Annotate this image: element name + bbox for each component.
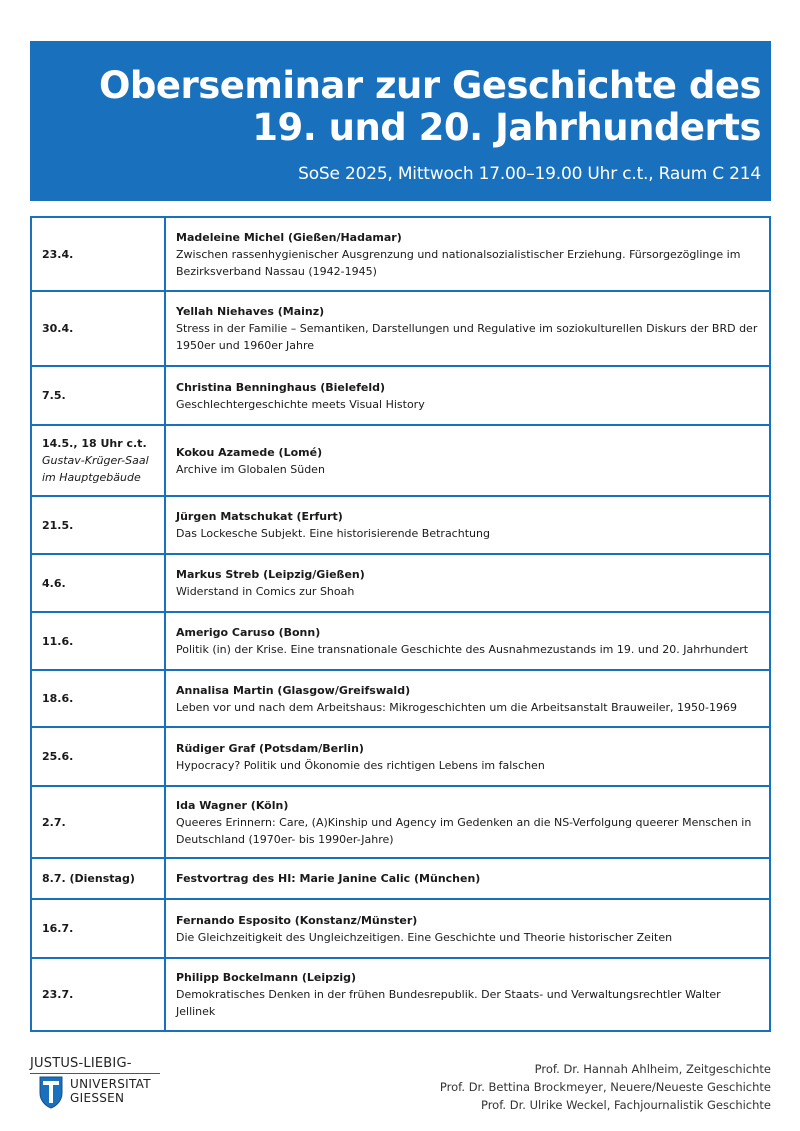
page-subtitle: SoSe 2025, Mittwoch 17.00–19.00 Uhr c.t., Raum C 214 — [298, 164, 761, 184]
session-talk-cell — [165, 366, 770, 425]
organizers-list — [440, 1060, 771, 1114]
session-date-cell — [31, 291, 165, 366]
session-row — [31, 858, 770, 899]
session-date-cell — [31, 958, 165, 1031]
session-speaker: Fernando Esposito (Konstanz/Münster) — [176, 913, 418, 927]
program-table — [30, 216, 771, 1032]
session-row — [31, 670, 770, 727]
session-speaker: Philipp Bockelmann (Leipzig) — [176, 971, 357, 984]
session-row — [31, 217, 770, 291]
session-date-cell — [31, 670, 165, 727]
university-logo — [30, 1056, 190, 1116]
session-topic: Leben vor und nach dem Arbeitshaus: Mikrogeschichten um die Arbeitsanstalt Brauweiler, 1950-1969 — [176, 700, 738, 714]
page-title — [30, 65, 761, 149]
title-line-2: 19. und 20. Jahrhunderts — [252, 106, 761, 149]
logo-divider — [30, 1073, 160, 1074]
organizer-line: Prof. Dr. Hannah Ahlheim, Zeitgeschichte — [534, 1062, 771, 1076]
session-row — [31, 958, 770, 1031]
session-topic: Widerstand in Comics zur Shoah — [176, 585, 355, 598]
session-row — [31, 612, 770, 670]
session-date: 30.4. — [42, 322, 74, 335]
session-topic: Politik (in) der Krise. Eine transnationale Geschichte des Ausnahmezustands im 19. und 20. Jahrhundert — [176, 643, 749, 656]
session-date: 25.6. — [42, 750, 74, 763]
session-talk-cell — [165, 291, 770, 366]
session-talk-cell — [165, 496, 770, 554]
session-speaker: Annalisa Martin (Glasgow/Greifswald) — [176, 683, 411, 697]
session-speaker: Christina Benninghaus (Bielefeld) — [176, 380, 385, 394]
session-topic: Demokratisches Denken in der frühen Bundesrepublik. Der Staats- und Verwaltungsrechtler Walter Jellinek — [176, 988, 721, 1018]
session-talk-cell — [165, 858, 770, 899]
session-topic: Hypocracy? Politik und Ökonomie des richtigen Lebens im falschen — [176, 758, 545, 772]
session-speaker: Jürgen Matschukat (Erfurt) — [176, 510, 343, 523]
session-row — [31, 366, 770, 425]
session-speaker: Yellah Niehaves (Mainz) — [176, 305, 325, 318]
logo-text-line-3: GIESSEN — [70, 1091, 125, 1105]
organizer-line: Prof. Dr. Bettina Brockmeyer, Neuere/Neueste Geschichte — [439, 1080, 771, 1094]
session-date-cell — [31, 217, 165, 291]
session-speaker: Rüdiger Graf (Potsdam/Berlin) — [176, 741, 364, 755]
session-speaker: Ida Wagner (Köln) — [176, 798, 289, 812]
session-topic: Zwischen rassenhygienischer Ausgrenzung und nationalsozialistischer Erziehung. Fürsorgezöglinge im Bezirksverband Nassau (1942-1945) — [176, 247, 741, 278]
session-talk-cell — [165, 958, 770, 1031]
organizer-line: Prof. Dr. Ulrike Weckel, Fachjournalistik Geschichte — [480, 1098, 771, 1112]
session-date-cell — [31, 858, 165, 899]
session-date-cell — [31, 727, 165, 786]
session-date: 21.5. — [42, 518, 74, 532]
session-date: 4.6. — [42, 576, 66, 590]
session-date-cell — [31, 425, 165, 496]
session-topic: Queeres Erinnern: Care, (A)Kinship und Agency im Gedenken an die NS-Verfolgung queerer Menschen in Deutschland (1970er- bis 1990er-Jahre) — [176, 815, 752, 846]
session-talk-cell — [165, 425, 770, 496]
session-talk-cell — [165, 670, 770, 727]
session-speaker: Madeleine Michel (Gießen/Hadamar) — [176, 230, 402, 244]
session-date-cell — [31, 554, 165, 612]
session-row — [31, 899, 770, 958]
session-row — [31, 727, 770, 786]
session-date: 16.7. — [42, 922, 74, 935]
session-speaker: Markus Streb (Leipzig/Gießen) — [176, 568, 365, 581]
session-date-cell — [31, 899, 165, 958]
logo-text-line-2: UNIVERSITAT — [70, 1077, 151, 1091]
session-talk-cell — [165, 899, 770, 958]
session-talk-cell — [165, 612, 770, 670]
title-line-1: Oberseminar zur Geschichte des — [98, 64, 761, 107]
session-date: 18.6. — [42, 692, 74, 705]
logo-text-line-1: JUSTUS-LIEBIG- — [30, 1056, 132, 1071]
session-row — [31, 496, 770, 554]
session-row — [31, 554, 770, 612]
session-date: 11.6. — [42, 634, 74, 648]
session-topic: Archive im Globalen Süden — [176, 462, 325, 476]
session-topic: Stress in der Familie – Semantiken, Darstellungen und Regulative im soziokulturellen Diskurs der BRD der 1950er und 1960er Jahre — [176, 322, 758, 352]
session-date: 8.7. (Dienstag) — [42, 872, 135, 885]
session-date: 14.5., 18 Uhr c.t. — [42, 437, 147, 450]
session-row — [31, 291, 770, 366]
session-topic: Das Lockesche Subjekt. Eine historisierende Betrachtung — [176, 527, 490, 540]
session-topic: Geschlechtergeschichte meets Visual History — [176, 397, 425, 411]
session-speaker: Festvortrag des HI: Marie Janine Calic (München) — [176, 872, 481, 885]
session-date: 7.5. — [42, 389, 66, 402]
session-date-cell — [31, 786, 165, 858]
session-date: 2.7. — [42, 815, 66, 829]
session-date-cell — [31, 366, 165, 425]
session-talk-cell — [165, 217, 770, 291]
session-topic: Die Gleichzeitigkeit des Ungleichzeitigen. Eine Geschichte und Theorie historischer Zeiten — [176, 930, 673, 944]
session-row — [31, 786, 770, 858]
session-talk-cell — [165, 554, 770, 612]
session-date: 23.4. — [42, 247, 74, 261]
session-date-cell — [31, 496, 165, 554]
program-table-body — [31, 217, 770, 1031]
session-speaker: Amerigo Caruso (Bonn) — [176, 626, 321, 639]
session-venue-note: Gustav-Krüger-Saal im Hauptgebäude — [42, 454, 149, 484]
session-row — [31, 425, 770, 496]
header-banner — [30, 41, 771, 201]
session-talk-cell — [165, 727, 770, 786]
university-t-crest-icon — [38, 1075, 64, 1109]
session-talk-cell — [165, 786, 770, 858]
session-speaker: Kokou Azamede (Lomé) — [176, 445, 323, 459]
session-date-cell — [31, 612, 165, 670]
session-date: 23.7. — [42, 988, 74, 1001]
